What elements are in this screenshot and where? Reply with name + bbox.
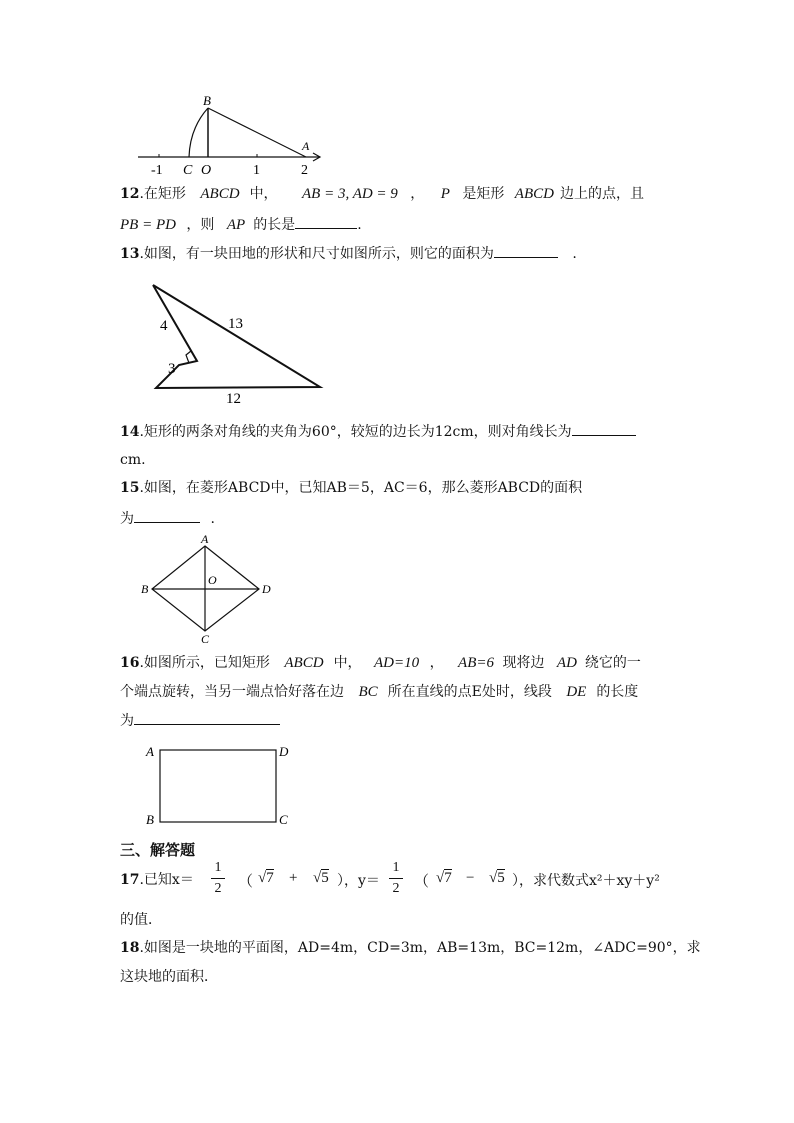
q12-equation: PB = PD <box>120 217 176 233</box>
q12-end: . <box>357 217 362 233</box>
question-15-line-2 <box>120 508 215 529</box>
q16-text: 的长度 <box>596 684 639 700</box>
question-17-line-1 <box>120 870 194 890</box>
fraction-numerator: 1 <box>214 860 222 875</box>
vertex-A-label: A <box>201 532 209 546</box>
section-heading: 三、解答题 <box>120 841 196 859</box>
q16-segment-BC: BC <box>358 684 378 700</box>
question-number: 18 <box>120 940 140 956</box>
q18-text: 这块地的面积． <box>120 969 218 985</box>
center-O-label: O <box>208 573 217 587</box>
vertex-A-label: A <box>146 744 154 759</box>
question-number: 14 <box>120 424 140 440</box>
q12-point-P: P <box>440 186 450 202</box>
q16-segment-AD: AD <box>556 655 577 671</box>
q13-text: .如图，有一块田地的形状和尺寸如图所示，则它的面积为 <box>139 246 494 262</box>
question-16-line-2 <box>120 682 638 702</box>
vertex-B-label: B <box>141 582 149 596</box>
question-17-line-2 <box>120 910 162 930</box>
question-12-line-2 <box>120 214 362 235</box>
question-14-line-1 <box>120 421 636 442</box>
q15-text: 为 <box>120 511 134 527</box>
q14-text: .矩形的两条对角线的夹角为60°，较短的边长为12cm，则对角线长为 <box>139 424 572 440</box>
q16-text: .如图所示，已知矩形 <box>139 655 270 671</box>
open-paren: （ <box>238 874 254 890</box>
question-13-line <box>120 243 577 264</box>
minus-sign: − <box>466 870 475 886</box>
q14-unit: cm <box>120 452 142 468</box>
q16-ab: AB=6 <box>458 655 494 671</box>
answer-blank[interactable] <box>494 243 558 258</box>
q12-text: 的长是 <box>253 217 296 233</box>
vertex-B-label: B <box>146 812 154 827</box>
vertex-C-label: C <box>279 812 288 827</box>
vertex-D-label: D <box>279 744 289 759</box>
number-line-figure <box>130 90 330 180</box>
question-12-line-1 <box>120 184 644 204</box>
q16-text: 为 <box>120 713 134 729</box>
q12-segment-AP: AP <box>226 217 246 233</box>
q14-end: . <box>141 452 146 468</box>
sqrt-7: √7 <box>258 870 274 886</box>
q12-text: 是矩形 <box>462 186 505 202</box>
q18-text: .如图是一块地的平面图，AD=4m，CD=3m，AB=13m，BC=12m，∠ADC=90°，求 <box>139 940 701 956</box>
q12-text: 中， <box>249 186 278 202</box>
q12-rect-label: ABCD <box>514 186 554 202</box>
answer-blank[interactable] <box>134 710 280 725</box>
point-C-label: C <box>183 163 193 178</box>
field-figure <box>140 278 335 408</box>
q16-text: ， <box>429 655 444 671</box>
side-4-label: 4 <box>160 318 168 334</box>
q16-segment-DE: DE <box>566 684 587 700</box>
question-number: 15 <box>120 480 140 496</box>
q16-text: 中， <box>333 655 362 671</box>
question-14-line-2 <box>120 450 146 470</box>
question-number: 17 <box>120 872 140 888</box>
q12-text: ，则 <box>186 217 215 233</box>
side-3-label: 3 <box>168 361 176 377</box>
side-13-label: 13 <box>228 316 243 332</box>
radicand-7: 7 <box>266 870 274 886</box>
point-O-label: O <box>201 163 212 178</box>
question-number: 16 <box>120 655 140 671</box>
rhombus-figure <box>138 532 278 648</box>
q16-text: 所在直线的点E处时，线段 <box>387 684 552 700</box>
q16-text: 个端点旋转，当另一端点恰好落在边 <box>120 684 344 700</box>
q12-text: .在矩形 <box>139 186 186 202</box>
tick-2: 2 <box>301 163 308 178</box>
fraction-half-y <box>389 860 403 897</box>
radicand-5: 5 <box>321 870 329 886</box>
point-A-label: A <box>302 139 310 153</box>
q15-end: . <box>210 511 215 527</box>
answer-blank[interactable] <box>572 421 636 436</box>
q17-text: 的值． <box>120 912 162 928</box>
fraction-denominator: 2 <box>392 881 400 896</box>
question-18-line-1 <box>120 938 701 958</box>
question-16-line-3 <box>120 710 280 731</box>
question-number: 12 <box>120 186 140 202</box>
q16-text: 绕它的一 <box>584 655 641 671</box>
q17-text: .已知x＝ <box>139 872 194 888</box>
radicand-5: 5 <box>497 870 505 886</box>
answer-blank[interactable] <box>134 508 200 523</box>
question-16-line-1 <box>120 653 641 673</box>
q16-text: 现将边 <box>502 655 545 671</box>
rectangle-figure <box>142 738 302 830</box>
q15-text: .如图，在菱形ABCD中，已知AB＝5，AC＝6，那么菱形ABCD的面积 <box>139 480 583 496</box>
question-18-line-2 <box>120 967 218 987</box>
question-number: 13 <box>120 246 140 262</box>
q12-text: 边上的点，且 <box>559 186 644 202</box>
q17-tail: ），求代数式x²＋xy＋y² <box>512 873 660 889</box>
tick-1: 1 <box>253 163 260 178</box>
open-paren: （ <box>414 874 430 890</box>
sqrt-5: √5 <box>489 870 505 886</box>
q12-text: ， <box>410 186 425 202</box>
tick-minus1: -1 <box>151 163 163 178</box>
q12-rect-label: ABCD <box>200 186 240 202</box>
side-12-label: 12 <box>226 391 241 407</box>
plus-sign: + <box>289 870 298 886</box>
sqrt-5: √5 <box>313 870 329 886</box>
vertex-C-label: C <box>201 632 210 646</box>
q16-ad: AD=10 <box>374 655 420 671</box>
sqrt-7: √7 <box>436 870 452 886</box>
q17-y-def: ），y＝ <box>337 873 380 889</box>
fraction-numerator: 1 <box>392 860 400 875</box>
q13-end: . <box>572 246 577 262</box>
answer-blank[interactable] <box>295 214 357 229</box>
q12-condition: AB = 3, AD = 9 <box>302 186 398 202</box>
radicand-7: 7 <box>444 870 452 886</box>
vertex-D-label: D <box>262 582 271 596</box>
fraction-half-x <box>211 860 225 897</box>
point-B-label: B <box>203 93 211 108</box>
question-15-line-1 <box>120 478 582 498</box>
q16-rect-label: ABCD <box>284 655 324 671</box>
fraction-denominator: 2 <box>214 881 222 896</box>
